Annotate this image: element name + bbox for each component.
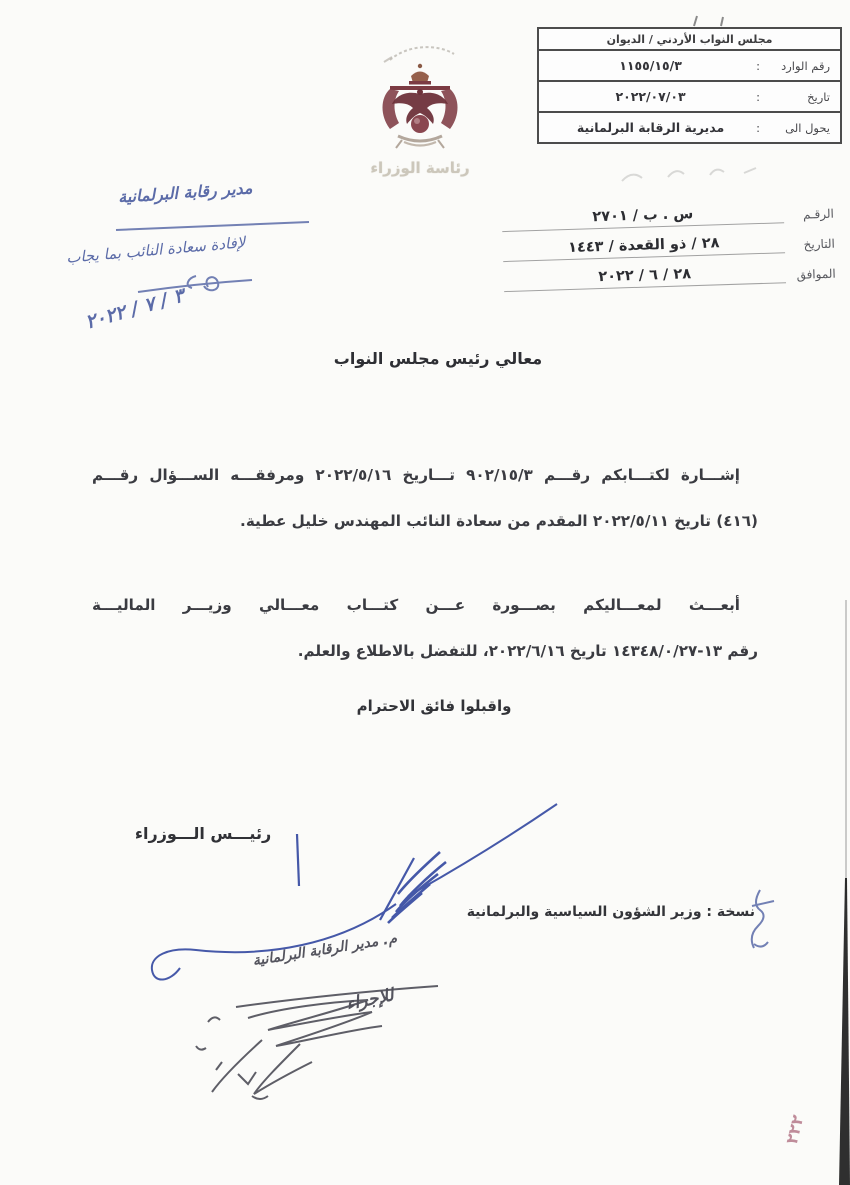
handwritten-date: ٣ / ٧ / ٢٠٢٢ (82, 284, 187, 334)
jordan-coat-of-arms-icon (352, 36, 488, 154)
stamp-label: رقم الوارد (781, 58, 830, 73)
bottom-signature-ink (196, 986, 438, 1099)
handwritten-bottom-line2: للإجراء (344, 985, 396, 1015)
paragraph-1-line-1: إشـــارة لكتـــابكم رقـــم ٩٠٢/١٥/٣ تـــاريخ ٢٠٢٢/٥/١٦ ومرفقـــه الســـؤال رقـــم (92, 466, 740, 484)
letterhead-caption: رئاسة الوزراء (370, 159, 470, 177)
paragraph-2-line-2: رقم ١٣-١٤٣٤٨/٠/٢٧ تاريخ ٢٠٢٢/٦/١٦، للتفضل بالاطلاع والعلم. (297, 642, 758, 660)
handwritten-note-line1: مدير رقابة البرلمانية (117, 178, 254, 207)
handwritten-note-line2: لإفادة سعادة النائب بما يجاب (65, 233, 246, 267)
stamp-row-date (539, 82, 840, 113)
stamp-value: ٢٠٢٢/٠٧/٠٣ (615, 89, 686, 104)
reference-row-number (494, 202, 834, 233)
paragraph-1-line-2: (٤١٦) تاريخ ٢٠٢٢/٥/١١ المقدم من سعادة النائب المهندس خليل عطية. (240, 512, 758, 530)
paragraph-1 (92, 452, 758, 544)
paragraph-2-line-1: أبعـــث لمعـــاليكم بصـــورة عـــن كتـــاب معـــالي وزيـــر الماليـــة (92, 596, 740, 614)
stamp-value: ١١٥٥/١٥/٣ (619, 58, 682, 73)
stamp-label: تاريخ (807, 89, 830, 104)
faint-scribble (622, 168, 756, 181)
incoming-stamp-box (537, 27, 842, 144)
reference-label: الرقـم (802, 206, 835, 222)
reference-row-gregorian-date (496, 262, 836, 293)
reference-label: التاريخ (803, 236, 836, 252)
reference-value: ٢٨ / ٦ / ٢٠٢٢ (504, 263, 786, 292)
reference-value: ٢٨ / ذو القعدة / ١٤٤٣ (503, 233, 785, 262)
copy-to-line: نسخة : وزير الشؤون السياسية والبرلمانية (466, 904, 755, 920)
copy-check-ink (752, 890, 774, 948)
stamp-row-referred-to (539, 113, 840, 142)
reference-row-hijri-date (495, 232, 835, 263)
stamp-separator: : (756, 120, 760, 135)
stamp-tick-marks (694, 16, 723, 26)
stamp-separator: : (756, 89, 760, 104)
stamp-label: يحول الى (785, 120, 830, 135)
reference-block (494, 202, 837, 303)
reference-value: س . ب / ٢٧٠١ (502, 203, 784, 232)
salutation: معالي رئيس مجلس النواب (333, 349, 543, 368)
stamp-row-incoming-number (539, 51, 840, 82)
paragraph-2 (92, 582, 758, 674)
handwritten-bottom-line1: م. مدير الرقابة البرلمانية (251, 930, 399, 970)
scan-edge-shadow (839, 600, 850, 1185)
stamp-value: مديرية الرقابة البرلمانية (576, 120, 725, 135)
stamp-separator: : (756, 58, 760, 73)
page-number: ٢٢٢ (781, 1112, 808, 1147)
reference-label: الموافق (796, 266, 836, 282)
signer-title: رئيـــس الـــوزراء (134, 824, 272, 843)
stamp-header: مجلس النواب الأردني / الديوان (539, 29, 840, 51)
letterhead-logo (352, 36, 488, 177)
closing-phrase: واقبلوا فائق الاحترام (356, 697, 512, 715)
